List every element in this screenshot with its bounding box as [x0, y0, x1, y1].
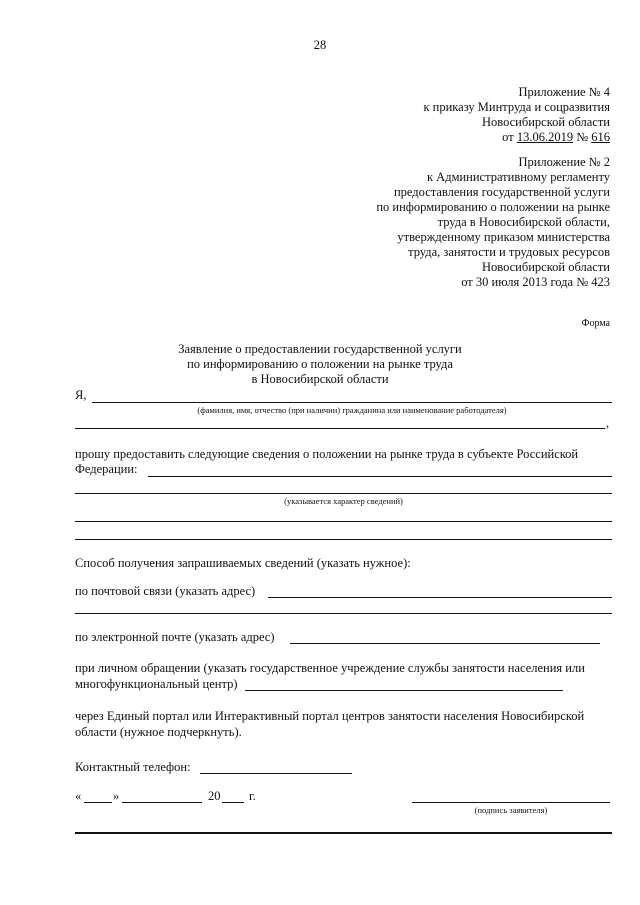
- signature-hint: (подпись заявителя): [474, 805, 548, 815]
- request-hint: (указывается характер сведений): [284, 496, 403, 506]
- applicant-hint: (фамилия, имя, отчество (при наличии) гражданина или наименование работодателя): [197, 405, 507, 415]
- month-field[interactable]: [122, 802, 202, 803]
- request-field-2[interactable]: [75, 493, 612, 494]
- open-quote: «: [75, 789, 82, 803]
- date-prefix: от: [502, 130, 517, 144]
- appendix-4-line2: к приказу Минтруда и соцразвития: [423, 100, 610, 114]
- appendix-2-line: предоставления государственной услуги: [393, 185, 610, 199]
- title-line2: по информированию о положении на рынке труда: [187, 357, 453, 371]
- appendix-4-block: [250, 85, 610, 145]
- document-title: [0, 342, 640, 387]
- page-number: 28: [313, 38, 327, 52]
- appendix-2-line: Приложение № 2: [518, 155, 610, 169]
- request-line1: прошу предоставить следующие сведения о положении на рынке труда в субъекте Российской: [75, 447, 579, 461]
- appendix-2-line: по информированию о положении на рынке: [376, 200, 610, 214]
- phone-label: Контактный телефон:: [75, 760, 191, 774]
- personal-line1: при личном обращении (указать государственное учреждение службы занятости населения или: [75, 661, 585, 675]
- request-line2: Федерации:: [75, 462, 138, 476]
- order-number: 616: [591, 130, 610, 144]
- portal-line2: области (нужное подчеркнуть).: [75, 725, 242, 739]
- personal-office-field[interactable]: [245, 690, 563, 691]
- portal-line1: через Единый портал или Интерактивный портал центров занятости населения Новосибирской: [75, 709, 585, 723]
- title-line1: Заявление о предоставлении государственной услуги: [178, 342, 462, 356]
- order-date: 13.06.2019: [516, 130, 574, 144]
- personal-line2: многофункциональный центр): [75, 677, 238, 691]
- appendix-2-line: труда, занятости и трудовых ресурсов: [408, 245, 610, 259]
- num-prefix: №: [573, 130, 592, 144]
- request-field-4[interactable]: [75, 539, 612, 540]
- appendix-4-line1: Приложение № 4: [518, 85, 610, 99]
- title-line3: в Новосибирской области: [251, 372, 389, 386]
- appendix-2-block: [250, 155, 610, 290]
- email-label: по электронной почте (указать адрес): [75, 630, 275, 644]
- year-suffix: г.: [249, 789, 256, 803]
- appendix-2-line: труда в Новосибирской области,: [437, 215, 610, 229]
- post-address-field-2[interactable]: [75, 613, 612, 614]
- appendix-4-date-line: [250, 130, 610, 145]
- appendix-2-line: от 30 июля 2013 года № 423: [461, 275, 610, 289]
- bottom-rule: [75, 832, 612, 834]
- request-field-1[interactable]: [148, 476, 612, 477]
- post-address-field-1[interactable]: [268, 597, 612, 598]
- appendix-2-line: утвержденному приказом министерства: [397, 230, 610, 244]
- applicant-name-field[interactable]: [92, 402, 612, 403]
- close-quote: »: [113, 789, 120, 803]
- applicant-comma: ,: [606, 416, 610, 430]
- method-heading: Способ получения запрашиваемых сведений (указать нужное):: [75, 556, 411, 570]
- year-prefix: 20: [208, 789, 221, 803]
- appendix-2-line: Новосибирской области: [481, 260, 610, 274]
- post-label: по почтовой связи (указать адрес): [75, 584, 256, 598]
- form-label: Форма: [581, 318, 610, 329]
- email-address-field[interactable]: [290, 643, 600, 644]
- year-field[interactable]: [222, 802, 244, 803]
- applicant-prefix: Я,: [75, 388, 87, 402]
- appendix-4-line3: Новосибирской области: [481, 115, 610, 129]
- day-field[interactable]: [84, 802, 112, 803]
- applicant-name-field-2[interactable]: [75, 428, 605, 429]
- phone-field[interactable]: [200, 773, 352, 774]
- signature-field[interactable]: [412, 802, 610, 803]
- appendix-2-line: к Административному регламенту: [426, 170, 610, 184]
- request-field-3[interactable]: [75, 521, 612, 522]
